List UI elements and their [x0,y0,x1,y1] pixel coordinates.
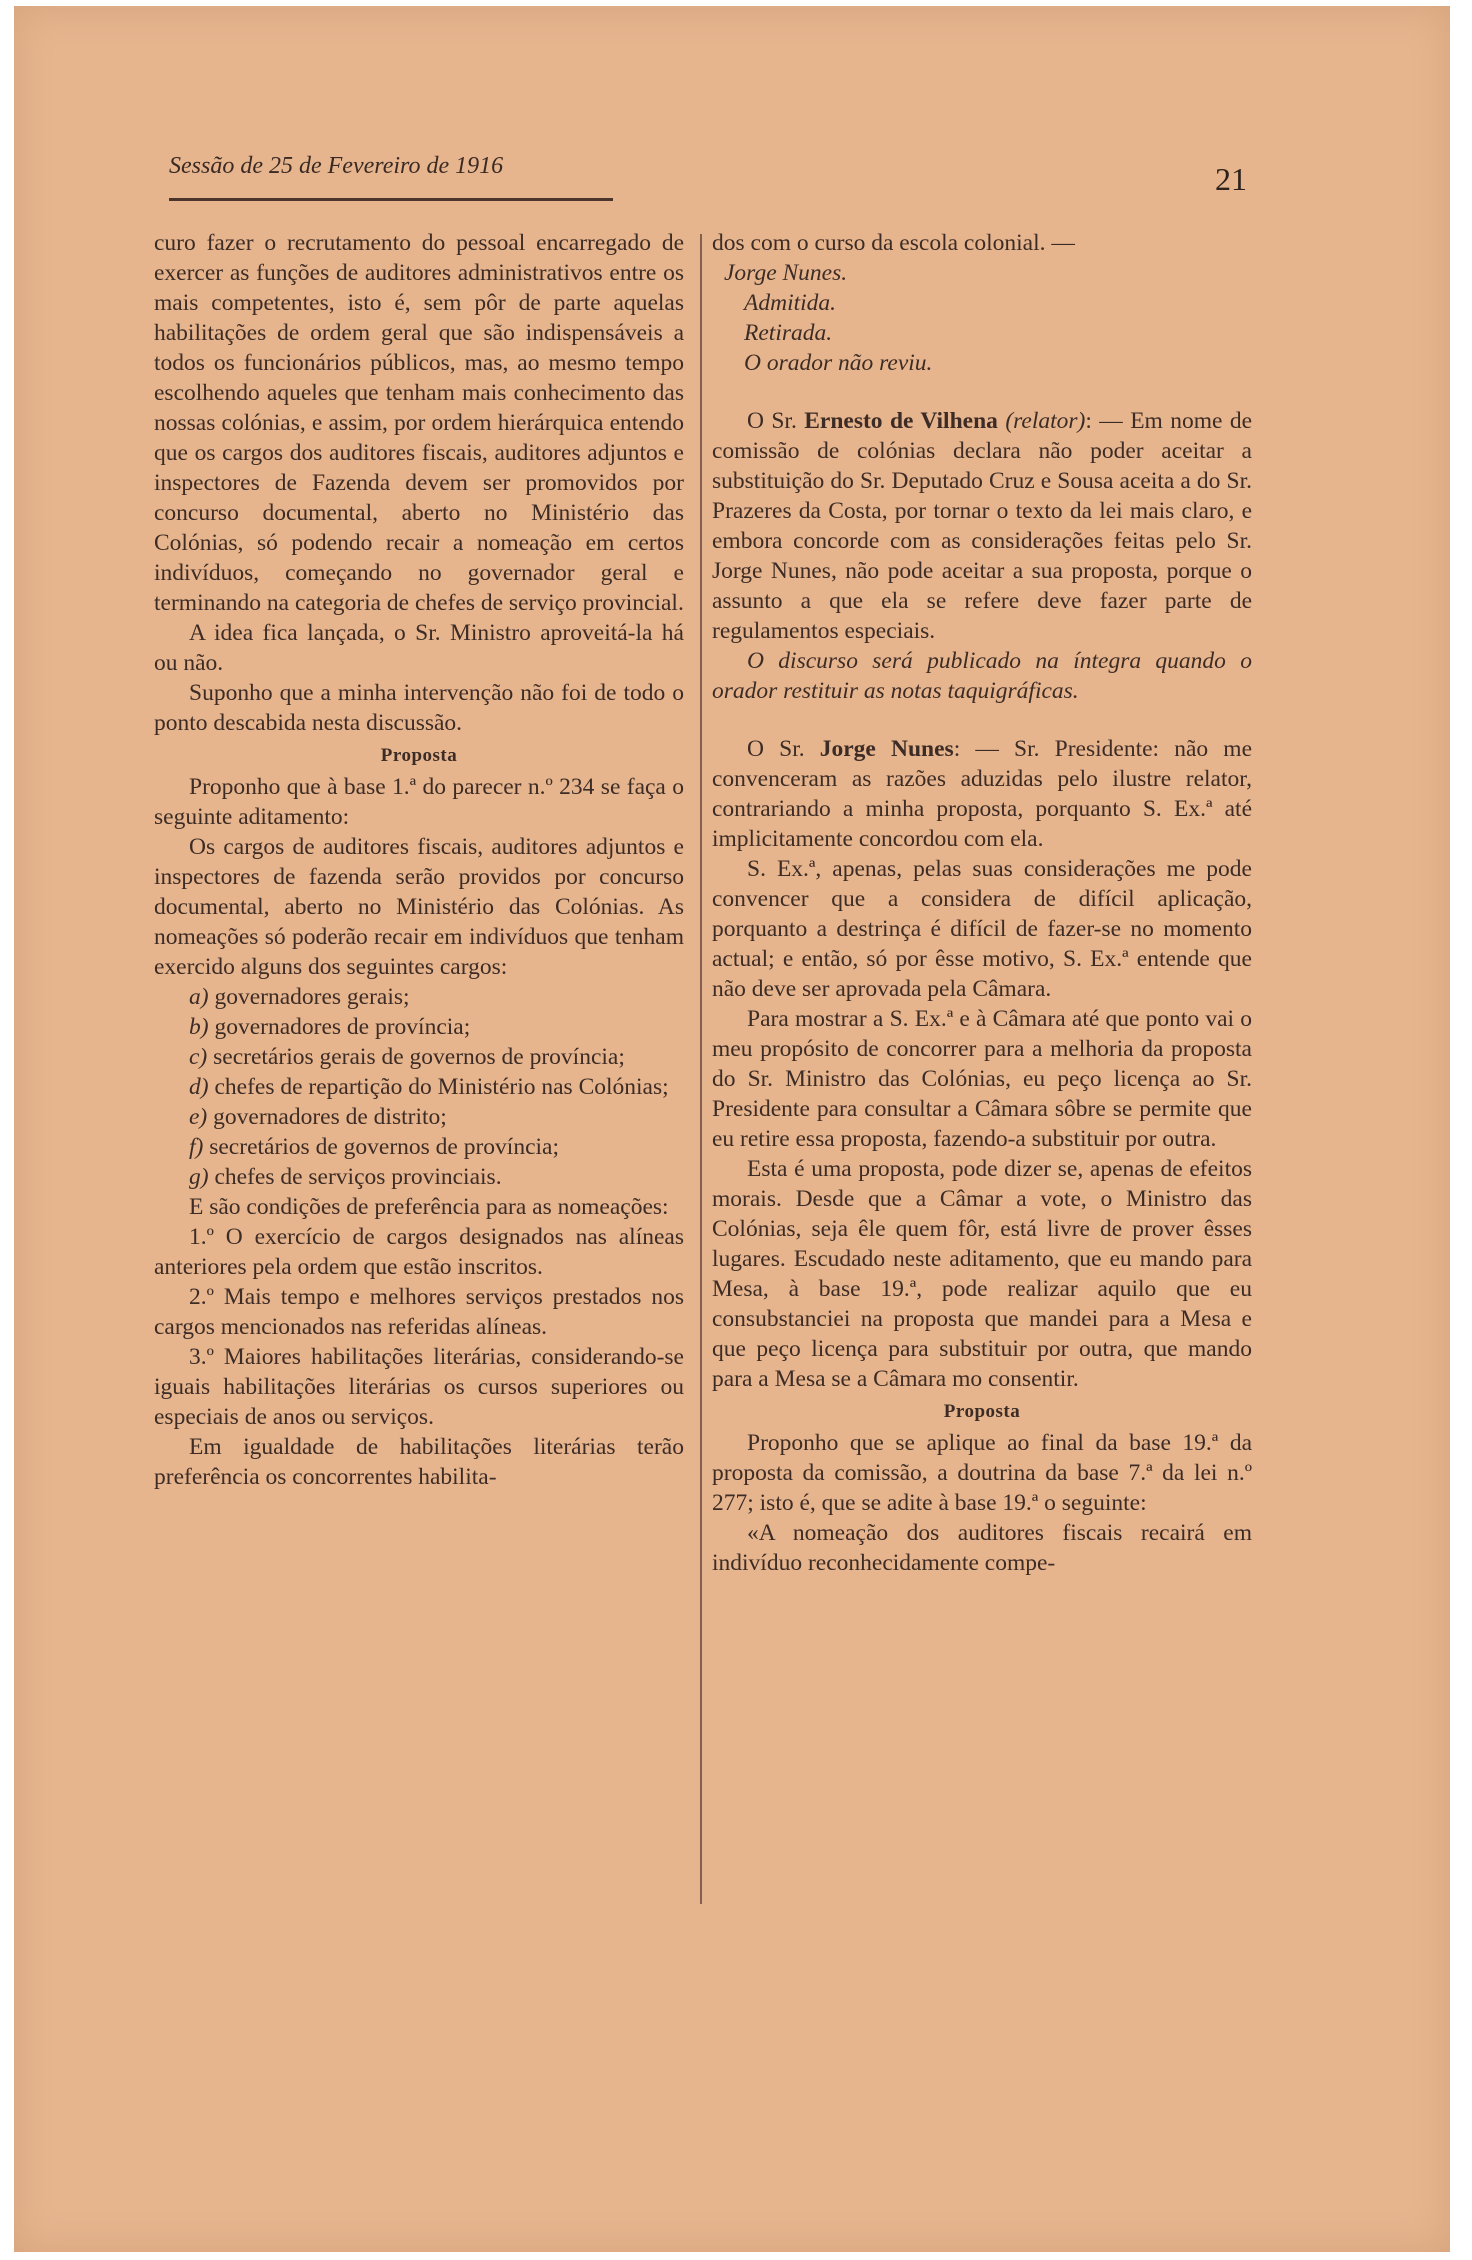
list-item [154,1162,684,1192]
right-column [712,228,1252,1578]
paragraph: 1.º O exercício de cargos designados nas alíneas anteriores pela ordem que estão inscritos. [154,1224,684,1280]
list-text: secretários de governos de província; [203,1134,559,1160]
list-item [154,1132,684,1162]
list-text: chefes de repartição do Ministério nas Colónias; [208,1074,669,1100]
paragraph: Suponho que a minha intervenção não foi de todo o ponto descabida nesta discussão. [154,680,684,736]
paragraph: S. Ex.ª, apenas, pelas suas considerações me pode convencer que a considera de difícil aplicação, porquanto a destrinça é difícil de fazer-se no momento actual; e então, só por êsse motivo, S. Ex.ª entende que não deve ser aprovada pela Câmara. [712,856,1252,1002]
speaker-role: (relator) [1005,408,1086,434]
speaker-prefix: O Sr. [747,736,820,762]
list-item [154,1072,684,1102]
paragraph: Para mostrar a S. Ex.ª e à Câmara até que ponto vai o meu propósito de concorrer para a melhoria da proposta do Sr. Ministro das Colónias, eu peço licença ao Sr. Presidente para consultar a Câmara sôbre se permite que eu retire essa proposta, fazendo-a substituir por outra. [712,1006,1252,1152]
list-letter: c) [189,1044,208,1070]
paragraph: E são condições de preferência para as nomeações: [189,1194,669,1220]
document-page [14,6,1450,2252]
admitted-note: Admitida. [744,290,837,316]
speaker-name: Ernesto de Vilhena [804,408,998,434]
paragraph: «A nomeação dos auditores fiscais recairá em indivíduo reconhecidamente compe- [712,1520,1252,1576]
paragraph: A idea fica lançada, o Sr. Ministro aproveitá-la há ou não. [154,620,684,676]
section-heading: Proposta [380,745,458,766]
speech-paragraph [712,406,1252,646]
paragraph: Esta é uma proposta, pode dizer se, apenas de efeitos morais. Desde que a Câmar a vote, o Ministro das Colónias, seja êle quem fôr, está livre de prover êsses lugares. Escudado neste aditamento, que eu mando para Mesa, à base 19.ª, pode realizar aquilo que eu consubstanciei na proposta que mandei para a Mesa e que peço licença para substituir por outra, que mando para a Mesa se a Câmara mo consentir. [712,1156,1252,1392]
paragraph: Proponho que se aplique ao final da base 19.ª da proposta da comissão, a doutrina da base 7.ª da lei n.º 277; isto é, que se adite à base 19.ª o seguinte: [712,1430,1252,1516]
speech-text: : — Em nome de comissão de colónias declara não poder aceitar a substituição do Sr. Deputado Cruz e Sousa aceita a do Sr. Prazeres da Costa, por tornar o texto da lei mais claro, e embora concorde com as considerações feitas pelo Sr. Jorge Nunes, não pode aceitar a sua proposta, porque o assunto a que ela se refere deve fazer parte de regulamentos especiais. [712,408,1252,644]
paragraph: 2.º Mais tempo e melhores serviços prestados nos cargos mencionados nas referidas alíneas. [154,1284,684,1340]
list-text: governadores gerais; [208,984,410,1010]
list-text: governadores de província; [208,1014,471,1040]
list-item [154,982,684,1012]
list-letter: d) [189,1074,209,1100]
speech-text: : — Sr. Presidente: não me convenceram as razões aduzidas pelo ilustre relator, contrariando a minha proposta, porquanto S. Ex.ª até implicitamente concordou com ela. [712,736,1253,852]
list-item [154,1042,684,1072]
list-letter: e) [189,1104,208,1130]
withdrawn-note: Retirada. [744,320,833,346]
list-letter: f) [189,1134,204,1160]
speech-note: O discurso será publicado na íntegra quando o orador restituir as notas taquigráficas. [712,648,1252,704]
speaker-prefix: O Sr. [747,408,805,434]
paragraph: curo fazer o recrutamento do pessoal encarregado de exercer as funções de auditores administrativos entre os mais competentes, isto é, sem pôr de parte aquelas habilitações de ordem geral que são indispensáveis a todos os funcionários públicos, mas, ao mesmo tempo escolhendo aqueles que tenham mais conhecimento das nossas colónias, e assim, por ordem hierárquica entendo que os cargos dos auditores fiscais, auditores adjuntos e inspectores de Fazenda devem ser promovidos por concurso documental, aberto no Ministério das Colónias, só podendo recair a nomeação em certos indivíduos, começando no governador geral e terminando na categoria de chefes de serviço provincial. [154,230,684,616]
column-divider [700,234,702,1904]
list-text: governadores de distrito; [207,1104,447,1130]
section-heading: Proposta [943,1401,1021,1422]
list-item [154,1102,684,1132]
list-letter: b) [189,1014,209,1040]
paragraph: Proponho que à base 1.ª do parecer n.º 234 se faça o seguinte aditamento: [154,774,684,830]
list-text: secretários gerais de governos de província; [207,1044,625,1070]
list-text: chefes de serviços provinciais. [208,1164,502,1190]
page-number: 21 [1215,161,1247,197]
not-revised-note: O orador não reviu. [744,350,933,376]
speaker-name: Jorge Nunes [819,736,954,762]
signature: Jorge Nunes. [724,260,848,286]
paragraph: Em igualdade de habilitações literárias terão preferência os concorrentes habilita- [154,1434,684,1490]
paragraph: 3.º Maiores habilitações literárias, considerando-se iguais habilitações literárias os cursos superiores ou especiais de anos ou serviços. [154,1344,684,1430]
speech-paragraph [712,734,1252,854]
header-rule [169,198,613,201]
list-item [154,1012,684,1042]
running-head: Sessão de 25 de Fevereiro de 1916 [169,153,504,179]
left-column [154,228,684,1492]
paragraph: Os cargos de auditores fiscais, auditores adjuntos e inspectores de fazenda serão providos por concurso documental, aberto no Ministério das Colónias. As nomeações só poderão recair em indivíduos que tenham exercido alguns dos seguintes cargos: [154,834,684,980]
paragraph: dos com o curso da escola colonial. — [712,230,1075,256]
list-letter: g) [189,1164,209,1190]
list-letter: a) [189,984,209,1010]
